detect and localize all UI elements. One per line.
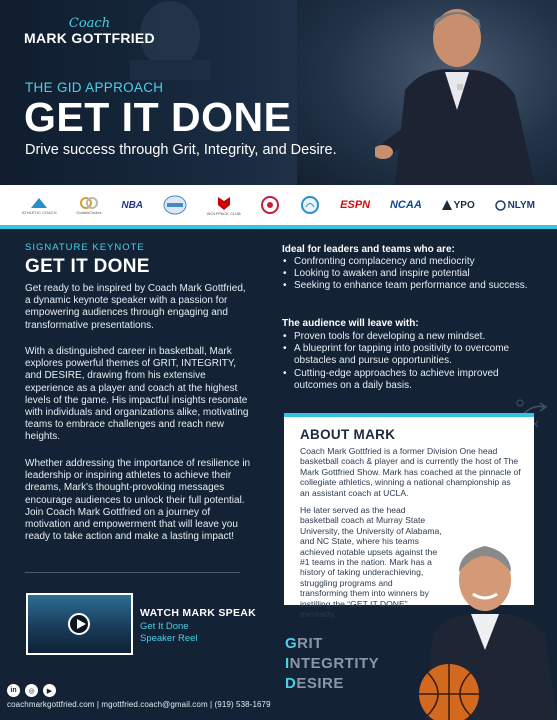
video-thumbnail[interactable] [26,593,133,655]
logo-name-text: MARK GOTTFRIED [24,30,155,46]
seal-logo [260,195,280,215]
section-divider [25,572,240,573]
ideal-list [282,256,537,293]
circle-emblem-logo [300,195,320,215]
partner-logo-strip [0,185,557,229]
team-crest-logo [163,194,187,216]
nba-logo: NBA [121,199,144,211]
ypo-logo: YPO [442,200,475,211]
approach-label: THE GID APPROACH [25,80,164,95]
ideal-heading: Ideal for leaders and teams who are: [282,244,455,255]
wolfpack-club-logo: WOLFPACK CLUB [207,195,241,216]
social-links [7,684,56,697]
espn-logo: ESPN [340,199,371,211]
keynote-title: GET IT DONE [25,256,150,277]
goldencircles-logo: GoldenCircles [76,196,101,215]
video-title-link[interactable]: Get It Done [140,621,189,632]
list-item: • Looking to awaken and inspire potential [282,268,537,280]
hero-title: GET IT DONE [24,94,292,140]
about-paragraph: He later served as the head basketball coach at Murray State University, the University of Alabama, and NC State, where his teams achieved notable upsets against the #1 teams in the nation. Mark has a history of taking underachieving, struggling programs and transforming them into winners by instilling the “GET IT DONE” mentality. [300,505,442,620]
keynote-label: SIGNATURE KEYNOTE [25,242,145,253]
speaker-photo [375,0,555,185]
about-title: ABOUT MARK [300,427,396,442]
logo-script-text: Coach [68,16,111,31]
list-item: • Confronting complacency and mediocrity [282,256,537,268]
play-icon[interactable] [68,613,90,635]
list-item: • Cutting-edge approaches to achieve improved outcomes on a daily basis. [282,368,537,392]
coach-portrait-photo [415,522,557,720]
keynote-paragraph: Get ready to be inspired by Coach Mark Gottfried, a dynamic keynote speaker with a passion for empowering audiences through engaging and transformative presentations. [25,283,246,331]
gid-word-integrity: INTEGRTITY [285,655,380,672]
list-item: • A blueprint for tapping into positivity to overcome obstacles and pursue opportunities. [282,343,537,367]
video-subtitle-link[interactable]: Speaker Reel [140,633,198,644]
nlym-logo: NLYM [495,200,535,211]
ncaa-logo: NCAA [389,199,422,211]
keynote-paragraph: With a distinguished career in basketball, Mark explores powerful themes of GRIT, INTEGRITY, and DESIRE, drawing from his extensive experience as a player and coach at the highest levels of the game. His impactful insights resonate with individuals and organizations alike, motivating teams to embrace challenges and reach new heights. [25,346,249,443]
contact-footer: coachmarkgottfried.com | mgottfried.coach@gmail.com | (919) 538-1679 [7,700,271,709]
gid-word-desire: DESIRE [285,675,344,692]
youtube-icon[interactable]: ▶ [43,684,56,697]
linkedin-icon[interactable]: in [7,684,20,697]
outcomes-heading: The audience will leave with: [282,318,419,329]
brand-logo [24,18,155,46]
outcomes-list [282,331,537,392]
watch-heading: WATCH MARK SPEAK [140,607,257,619]
keynote-paragraph: Whether addressing the importance of resilience in leadership or inspiring athletes to achieve their dreams, Mark's thought-provoking messages encourage audiences to unlock their full potential. Join Coach Mark Gottfried on a journey of motivation and empowerment that will leave you ready to take action and make a lasting impact! [25,458,251,543]
list-item: • Proven tools for developing a new mindset. [282,331,537,343]
list-item: • Seeking to enhance team performance and success. [282,280,537,292]
instagram-icon[interactable]: ◎ [25,684,38,697]
athletic-coach-logo: ATHLETIC COACH [22,196,57,215]
hero-banner [0,0,557,185]
about-paragraph: Coach Mark Gottfried is a former Division One head basketball coach & player and is currently the host of The Mark Gottfried Show. Mark has coached at the pinnacle of collegiate athletics, winning a national championship as an assistant coach at UCLA. [300,446,521,498]
hero-tagline: Drive success through Grit, Integrity, and Desire. [25,142,337,158]
gid-word-grit: GRIT [285,635,323,652]
